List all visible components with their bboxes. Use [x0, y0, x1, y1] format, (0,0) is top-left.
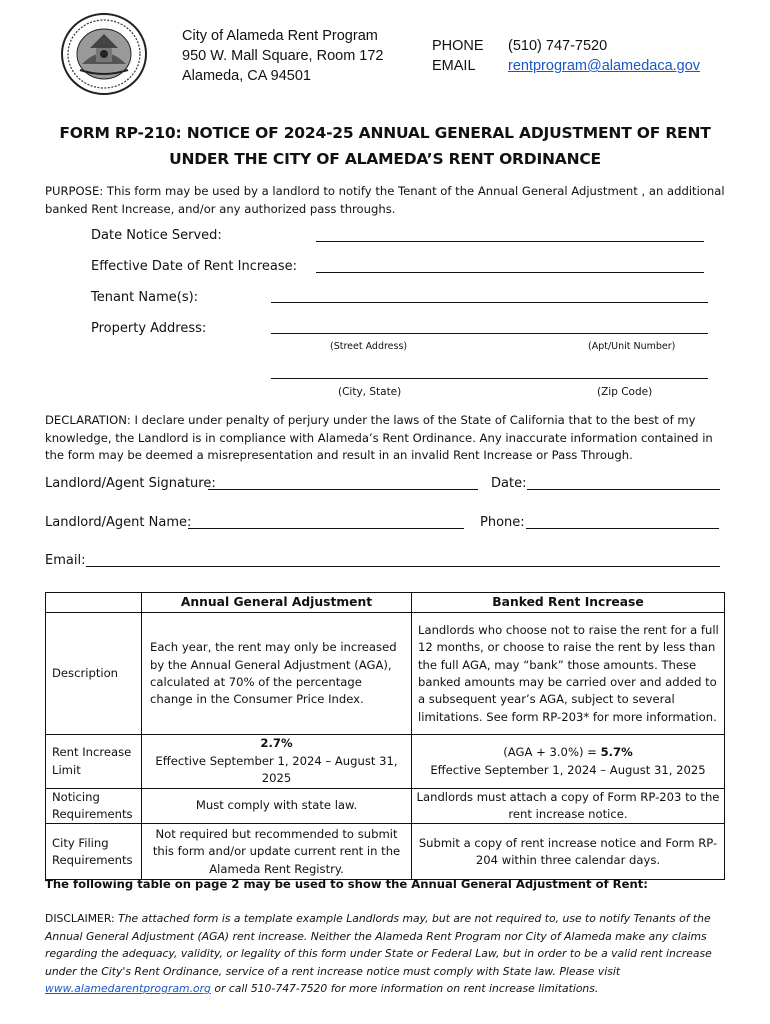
- rent-program-link[interactable]: www.alamedarentprogram.org: [45, 982, 211, 995]
- table-header-row: [46, 593, 725, 613]
- form-title: [0, 120, 770, 172]
- noticing-banked-cell: Landlords must attach a copy of Form RP-203 to the rent increase notice.: [412, 788, 725, 824]
- table-row: [46, 824, 725, 880]
- filing-banked-cell: Submit a copy of rent increase notice and Form RP-204 within three calendar days.: [412, 824, 725, 880]
- title-line-1: FORM RP-210: NOTICE OF 2024-25 ANNUAL GENERAL ADJUSTMENT OF RENT: [59, 124, 711, 142]
- city-address: Alameda, CA 94501: [182, 68, 311, 84]
- apt-unit-caption: (Apt/Unit Number): [588, 341, 676, 352]
- signature-label: Landlord/Agent Signature:: [45, 476, 216, 491]
- phone-value: (510) 747-7520: [508, 38, 608, 54]
- limit-aga-period: Effective September 1, 2024 – August 31, 2025: [155, 753, 398, 786]
- signature-field[interactable]: [208, 489, 478, 490]
- table-row: [46, 735, 725, 788]
- declaration-text: DECLARATION: I declare under penalty of perjury under the laws of the State of California that to the best of my knowledge, the Landlord is in compliance with Alameda’s Rent Ordinance. Any inaccurate information contained in the form may be deemed a misrepresentation and result in an invalid Rent Increase or Pass Through.: [45, 413, 713, 462]
- phone-field[interactable]: [526, 528, 719, 529]
- title-line-2: UNDER THE CITY OF ALAMEDA’S RENT ORDINANCE: [169, 150, 601, 168]
- filing-aga-cell: Not required but recommended to submit this form and/or update current rent in the Alameda Rent Registry.: [142, 824, 412, 880]
- limit-aga-value: 2.7%: [260, 736, 293, 751]
- date-field[interactable]: [527, 489, 720, 490]
- street-address-caption: (Street Address): [330, 341, 408, 352]
- property-address-label: Property Address:: [91, 321, 207, 336]
- description-aga-cell: Each year, the rent may only be increased by the Annual General Adjustment (AGA), calculated at 70% of the percentage change in the Consumer Price Index.: [142, 613, 412, 735]
- limit-banked-prefix: (AGA + 3.0%) =: [503, 745, 601, 760]
- description-row-label: Description: [46, 613, 142, 735]
- disclaimer-text: The attached form is a template example Landlords may, but are not required to, use to notify Tenants of the Annual General Adjustment (AGA) rent increase. Neither the Alameda Rent Program nor City of Alameda make any claims regarding the adequacy, validity, or legality of this form under State or Federal Law, but in order to be a valid rent increase under the City's Rent Ordinance, service of a rent increase notice must comply with State law. Please visit: [45, 912, 712, 978]
- street-address: 950 W. Mall Square, Room 172: [182, 48, 384, 64]
- disclaimer-label: DISCLAIMER:: [45, 912, 119, 925]
- purpose-text: PURPOSE: This form may be used by a landlord to notify the Tenant of the Annual General Adjustment , an additional banked Rent Increase, and/or any authorized pass throughs.: [45, 184, 725, 216]
- noticing-aga-cell: Must comply with state law.: [142, 788, 412, 824]
- email-link[interactable]: rentprogram@alamedaca.gov: [508, 58, 701, 74]
- date-label: Date:: [491, 476, 527, 491]
- email-field[interactable]: [86, 566, 720, 567]
- banked-column-header: Banked Rent Increase: [412, 593, 725, 613]
- table-row: [46, 613, 725, 735]
- org-name: City of Alameda Rent Program: [182, 28, 378, 44]
- empty-header-cell: [46, 593, 142, 613]
- limit-banked-value: 5.7%: [600, 745, 633, 760]
- contact-info: [432, 36, 700, 76]
- zip-caption: (Zip Code): [597, 386, 653, 398]
- noticing-row-label: Noticing Requirements: [46, 788, 142, 824]
- effective-date-field[interactable]: [316, 272, 704, 273]
- aga-table: [45, 592, 725, 880]
- date-notice-field[interactable]: [316, 241, 704, 242]
- phone-field-label: Phone:: [480, 515, 525, 530]
- agent-name-label: Landlord/Agent Name:: [45, 515, 192, 530]
- aga-column-header: Annual General Adjustment: [142, 593, 412, 613]
- tenant-names-field[interactable]: [271, 302, 708, 303]
- city-seal-logo: [60, 12, 148, 96]
- filing-row-label: City Filing Requirements: [46, 824, 142, 880]
- tenant-names-label: Tenant Name(s):: [91, 290, 199, 305]
- effective-date-label: Effective Date of Rent Increase:: [91, 259, 298, 274]
- description-banked-cell: Landlords who choose not to raise the rent for a full 12 months, or choose to raise the rent by less than the full AGA, may “bank” those amounts. These banked amounts may be carried over and added to a subsequent year’s AGA, subject to several limitations. See form RP-203* for more information.: [412, 613, 725, 735]
- limit-banked-period: Effective September 1, 2024 – August 31, 2025: [430, 762, 706, 777]
- disclaimer: [45, 910, 735, 998]
- city-state-zip-field[interactable]: [271, 378, 708, 379]
- limit-banked-cell: [412, 735, 725, 788]
- limit-aga-cell: [142, 735, 412, 788]
- street-address-field[interactable]: [271, 333, 708, 334]
- email-field-label: Email:: [45, 553, 86, 568]
- table-row: [46, 788, 725, 824]
- city-state-caption: (City, State): [338, 386, 402, 398]
- date-notice-label: Date Notice Served:: [91, 228, 222, 243]
- limit-row-label: Rent Increase Limit: [46, 735, 142, 788]
- disclaimer-tail: or call 510-747-7520 for more information on rent increase limitations.: [210, 982, 599, 995]
- email-label: EMAIL: [432, 58, 476, 74]
- following-table-note: The following table on page 2 may be used to show the Annual General Adjustment of Rent:: [45, 877, 648, 891]
- agent-name-field[interactable]: [188, 528, 464, 529]
- program-address: [182, 26, 384, 86]
- phone-label: PHONE: [432, 38, 484, 54]
